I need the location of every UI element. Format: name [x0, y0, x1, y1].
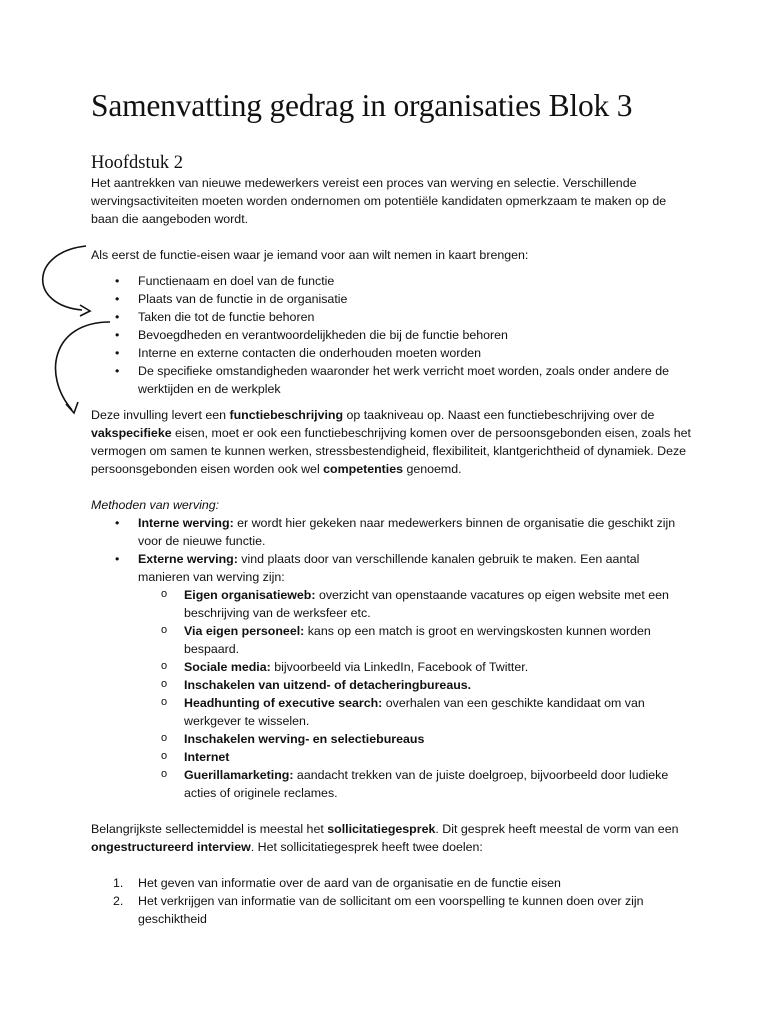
list-item: o Inschakelen werving- en selectiebureaus	[91, 730, 691, 748]
list-item: • Plaats van de functie in de organisatie	[91, 290, 691, 308]
werving-list	[91, 514, 691, 802]
functie-intro: Als eerst de functie-eisen waar je iemand voor aan wilt nemen in kaart brengen:	[91, 248, 529, 262]
list-item: • Taken die tot de functie behoren	[91, 308, 691, 326]
list-item: o Headhunting of executive search: overhalen van een geschikte kandidaat om van werkgever te wisselen.	[91, 694, 691, 730]
invulling-paragraph: Deze invulling levert een functiebeschrijving op taakniveau op. Naast een functiebeschrijving over de vakspecifieke eisen, moet er ook een functiebeschrijving komen over de persoonsgebonden eisen, zoals het vermogen om samen te kunnen werken, stressbestendigheid, flexibiliteit, klantgerichtheid of dynamiek. Deze persoonsgebonden eisen worden ook wel competenties genoemd.	[91, 408, 691, 476]
list-item: 1. Het geven van informatie over de aard van de organisatie en de functie eisen	[113, 876, 561, 890]
list-item: o Inschakelen van uitzend- of detacheringbureaus.	[91, 676, 691, 694]
list-item: 2. Het verkrijgen van informatie van de sollicitant om een voorspelling te kunnen doen over zijn geschiktheid	[113, 894, 644, 926]
list-item: o Sociale media: bijvoorbeeld via LinkedIn, Facebook of Twitter.	[91, 658, 691, 676]
chapter-heading: Hoofdstuk 2	[91, 153, 183, 173]
list-item: o Via eigen personeel: kans op een match is groot en wervingskosten kunnen worden bespaard.	[91, 622, 691, 658]
list-item: • De specifieke omstandigheden waaronder het werk verricht moet worden, zoals onder andere de werktijden en de werkplek	[91, 362, 691, 398]
list-item: o Eigen organisatieweb: overzicht van openstaande vacatures op eigen website met een beschrijving van de werksfeer etc.	[91, 586, 691, 622]
doelen-list	[91, 874, 691, 928]
list-item: • Externe werving: vind plaats door van verschillende kanalen gebruik te maken. Een aantal manieren van werving zijn: o Eigen organisatieweb: overzicht van openstaande vacatures op eigen website met een beschrijving van de werksfeer etc. o Via eigen personeel: kans op een match is groot en wervingskosten kunnen worden bespaard. o Sociale media: bijvoorbeeld via LinkedIn, Facebook of Twitter. o Inschakelen van uitzend- of detacheringbureaus. o Headhunting of executive search: overhalen van een geschikte kandidaat om van werkgever te wisselen. o Inschakelen werving- en selectiebureaus o Internet o Guerillamarketing: aandacht trekken van de juiste doelgroep, bijvoorbeeld door ludieke acties of originele reclames.	[91, 550, 691, 802]
selectie-paragraph: Belangrijkste sellectemiddel is meestal het sollicitatiegesprek. Dit gesprek heeft meestal de vorm van een ongestructureerd interview. Het sollicitatiegesprek heeft twee doelen:	[91, 822, 679, 854]
functie-list	[91, 272, 691, 398]
list-item: • Interne en externe contacten die onderhouden moeten worden	[91, 344, 691, 362]
list-item: • Functienaam en doel van de functie	[91, 272, 691, 290]
document-title: Samenvatting gedrag in organisaties Blok 3	[91, 88, 633, 123]
arrow-curve-1	[43, 246, 86, 310]
externe-sublist	[91, 586, 691, 802]
list-item: • Bevoegdheden en verantwoordelijkheden die bij de functie behoren	[91, 326, 691, 344]
list-item: o Guerillamarketing: aandacht trekken van de juiste doelgroep, bijvoorbeeld door ludieke acties of originele reclames.	[91, 766, 691, 802]
list-item: • Interne werving: er wordt hier gekeken naar medewerkers binnen de organisatie die geschikt zijn voor de nieuwe functie.	[91, 514, 691, 550]
intro-paragraph: Het aantrekken van nieuwe medewerkers vereist een proces van werving en selectie. Verschillende wervingsactiviteiten moeten worden ondernomen om potentiële kandidaten opmerkzaam te maken op de baan die aangeboden wordt.	[91, 176, 667, 226]
list-item: o Internet	[91, 748, 691, 766]
methoden-heading: Methoden van werving:	[91, 498, 220, 512]
